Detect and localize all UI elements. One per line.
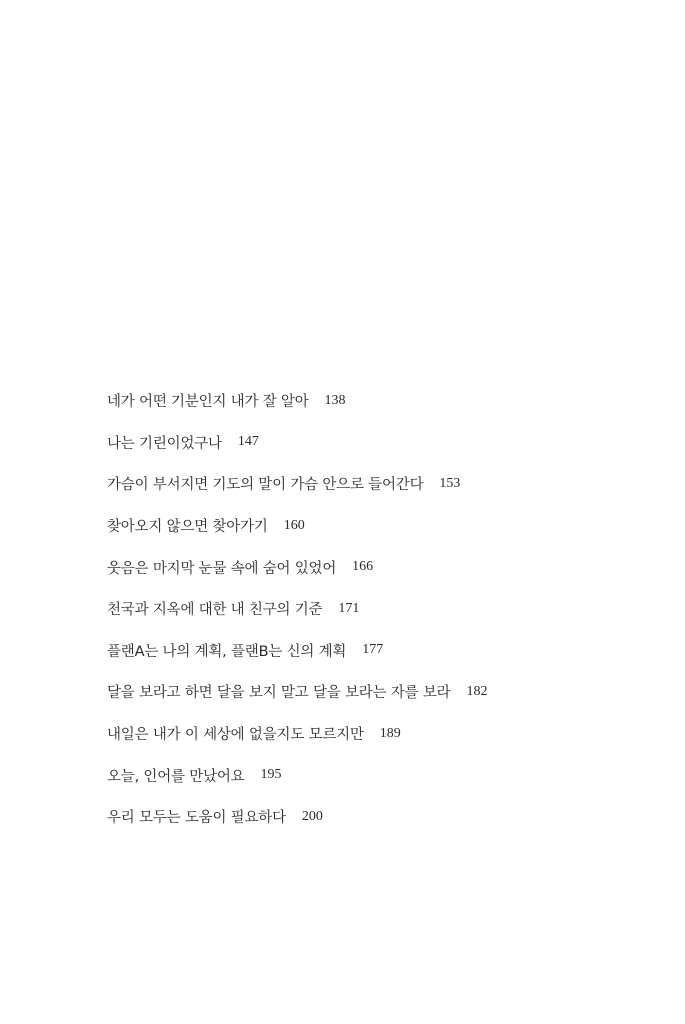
toc-entry-page-number: 171 — [338, 600, 360, 616]
toc-entry — [107, 505, 667, 547]
toc-entry — [107, 546, 667, 588]
toc-entry-title: 웃음은 마지막 눈물 속에 숨어 있었어 — [107, 560, 337, 577]
toc-entry-page-number: 189 — [379, 725, 401, 741]
toc-entry-page-number: 177 — [362, 642, 384, 658]
toc-entry — [107, 588, 667, 630]
toc-entry — [107, 422, 667, 464]
toc-entry-title: 네가 어떤 기분인지 내가 잘 알아 — [107, 394, 309, 411]
toc-entry — [107, 380, 667, 422]
toc-entry — [107, 671, 667, 713]
toc-entry — [107, 630, 667, 672]
toc-entry-title: 달을 보라고 하면 달을 보지 말고 달을 보라는 자를 보라 — [107, 685, 451, 702]
toc-entry-page-number: 138 — [324, 392, 346, 408]
toc-entry-title: 찾아오지 않으면 찾아가기 — [107, 519, 268, 536]
toc-entry-title: 오늘, 인어를 만났어요 — [107, 768, 245, 785]
toc-entry-title: 우리 모두는 도움이 필요하다 — [107, 810, 286, 827]
toc-entry-page-number: 153 — [439, 475, 461, 491]
toc-entry — [107, 796, 667, 838]
toc-entry-page-number: 147 — [237, 434, 259, 450]
toc-entry-page-number: 182 — [466, 683, 488, 699]
toc-entry-page-number: 200 — [301, 808, 323, 824]
toc-entry — [107, 713, 667, 755]
toc-entry-title: 나는 기린이었구나 — [107, 435, 222, 452]
toc-entry-title: 플랜A는 나의 계획, 플랜B는 신의 계획 — [107, 643, 347, 660]
toc-entry-page-number: 160 — [283, 517, 305, 533]
table-of-contents — [107, 380, 667, 838]
toc-entry-page-number: 166 — [352, 559, 374, 575]
toc-entry — [107, 754, 667, 796]
toc-entry-title: 가슴이 부서지면 기도의 말이 가슴 안으로 들어간다 — [107, 477, 424, 494]
toc-entry — [107, 463, 667, 505]
toc-entry-title: 내일은 내가 이 세상에 없을지도 모르지만 — [107, 727, 364, 744]
toc-entry-title: 천국과 지옥에 대한 내 친구의 기준 — [107, 602, 323, 619]
toc-entry-page-number: 195 — [260, 767, 282, 783]
